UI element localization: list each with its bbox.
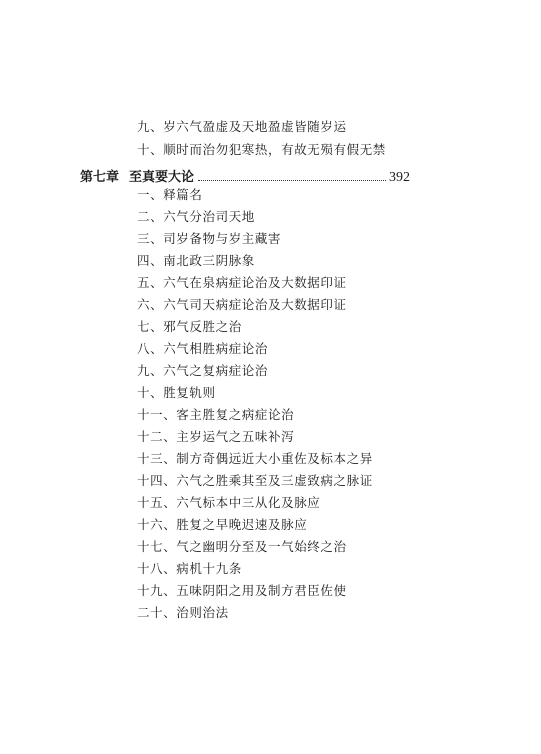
toc-entry: 十二、主岁运气之五味补泻	[137, 429, 295, 444]
chapter-heading	[80, 166, 410, 185]
toc-entry: 十、胜复轨则	[137, 385, 216, 400]
toc-entry: 十四、六气之胜乘其至及三虚致病之脉证	[137, 473, 373, 488]
toc-entry: 七、邪气反胜之治	[137, 319, 242, 334]
toc-entry: 九、岁六气盈虚及天地盈虚皆随岁运	[137, 119, 347, 134]
toc-entry: 九、六气之复病症论治	[137, 363, 269, 378]
toc-entry: 十七、气之幽明分至及一气始终之治	[137, 539, 347, 554]
toc-entry: 二十、治则治法	[137, 605, 229, 620]
toc-entry: 四、南北政三阴脉象	[137, 253, 255, 268]
toc-entry: 十、顺时而治勿犯寒热，有故无殒有假无禁	[137, 142, 386, 157]
chapter-number: 第七章	[80, 170, 120, 185]
chapter-title: 至真要大论	[129, 170, 195, 185]
toc-entry: 十三、制方奇偶远近大小重佐及标本之异	[137, 451, 373, 466]
toc-entry: 八、六气相胜病症论治	[137, 341, 269, 356]
toc-entry: 十一、客主胜复之病症论治	[137, 407, 295, 422]
toc-entry: 十八、病机十九条	[137, 561, 242, 576]
toc-entry: 三、司岁备物与岁主藏害	[137, 231, 282, 246]
toc-entry: 五、六气在泉病症论治及大数据印证	[137, 275, 347, 290]
toc-entry: 六、六气司天病症论治及大数据印证	[137, 297, 347, 312]
dot-leader	[198, 180, 386, 181]
toc-entry: 一、释篇名	[137, 187, 203, 202]
chapter-page-number: 392	[389, 170, 410, 185]
toc-entry: 十五、六气标本中三从化及脉应	[137, 495, 321, 510]
toc-entry: 十九、五味阴阳之用及制方君臣佐使	[137, 583, 347, 598]
toc-entry: 二、六气分治司天地	[137, 209, 255, 224]
toc-entry: 十六、胜复之早晚迟速及脉应	[137, 517, 308, 532]
